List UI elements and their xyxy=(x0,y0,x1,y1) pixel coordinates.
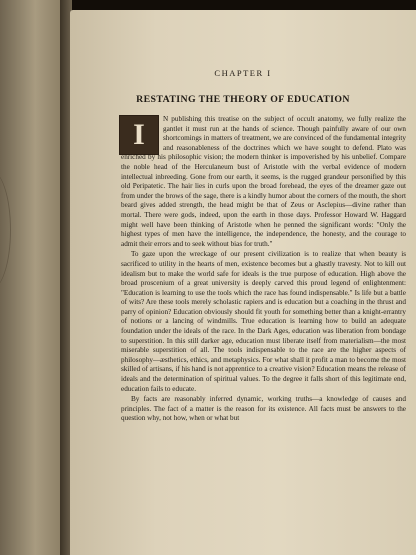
chapter-heading: CHAPTER I xyxy=(214,68,272,78)
paragraph-3: By facts are reasonably inferred dynamic, working truths—a knowledge of causes and principles. The fact of a matter is the reason for its existence. All facts must be answers to the question why, not how, when or what but xyxy=(121,395,406,423)
left-page-illustration-edge xyxy=(0,170,11,290)
book-page xyxy=(70,10,416,555)
paragraph-1: N publishing this treatise on the subject of occult anatomy, we fully realize the gantlet it must run at the hands of science. Though painfully aware of our own shortcomings in matters of treatment, we are convinced of the fundamental integrity and reasonableness of the doctrines which we have sought to defend. Plato was enriched by his philosophic vision; the modern thinker is impoverished by his unbelief. Compare the noble head of the Herculaneum bust of Aristotle with the verbal evidence of modern intellectual inbreeding. Gone from our earth, it seems, is the rugged grandeur personified by this old Peripatetic. The hair lies in curls upon the broad forehead, the eyes of the dreamer gaze out from under the brows of the sage, there is a kindly humor about the corners of the mouth, the short beard gives added strength, the head might be that of Zeus or Asclepius—divine rather than mortal. There were gods, indeed, upon the earth in those days. Professor Howard W. Haggard might well have been thinking of Aristotle when he penned the significant words: "Only the highest types of men have the intelligence, the independence, the honesty, and the courage to admit their errors and to seek without bias for truth." xyxy=(121,115,406,248)
left-page xyxy=(0,0,64,555)
body-text xyxy=(121,115,406,424)
paragraph-2: To gaze upon the wreckage of our present civilization is to realize that when beauty is sacrificed to utility in the hearts of men, existence becomes but a ghastly travesty. Not to kill out idealism but to make the world safe for ideals is the true purpose of education. High above the broad proscenium of a great university is deeply carved this proud legend of enlightenment: "Education is learning to use the tools which the race has found indispensable." Is life but a battle of wits? Are these tools merely scholastic rapiers and is education but a coaching in the thrust and parry of opinion? Education obviously should fit youth for something better than a knight-errantry of notions or a lancing of windmills. True education is learning how to build an adequate foundation under the ideals of the race. In the Dark Ages, education was liberation from bondage to superstition. In this still darker age, education must liberate itself from materialism—the most miserable superstition of all. The tools indispensable to the race are the higher aspects of philosophy—æsthetics, ethics, and metaphysics. For what shall it profit a man to become the most skilled of artisans, if his hand is not apprentice to a creative vision? Education means the release of ideals and the determination of spiritual values. To the degree it falls short of this legitimate end, education fails to educate. xyxy=(121,250,406,393)
drop-cap-letter: I xyxy=(133,118,145,151)
chapter-title: RESTATING THE THEORY OF EDUCATION xyxy=(136,94,350,105)
